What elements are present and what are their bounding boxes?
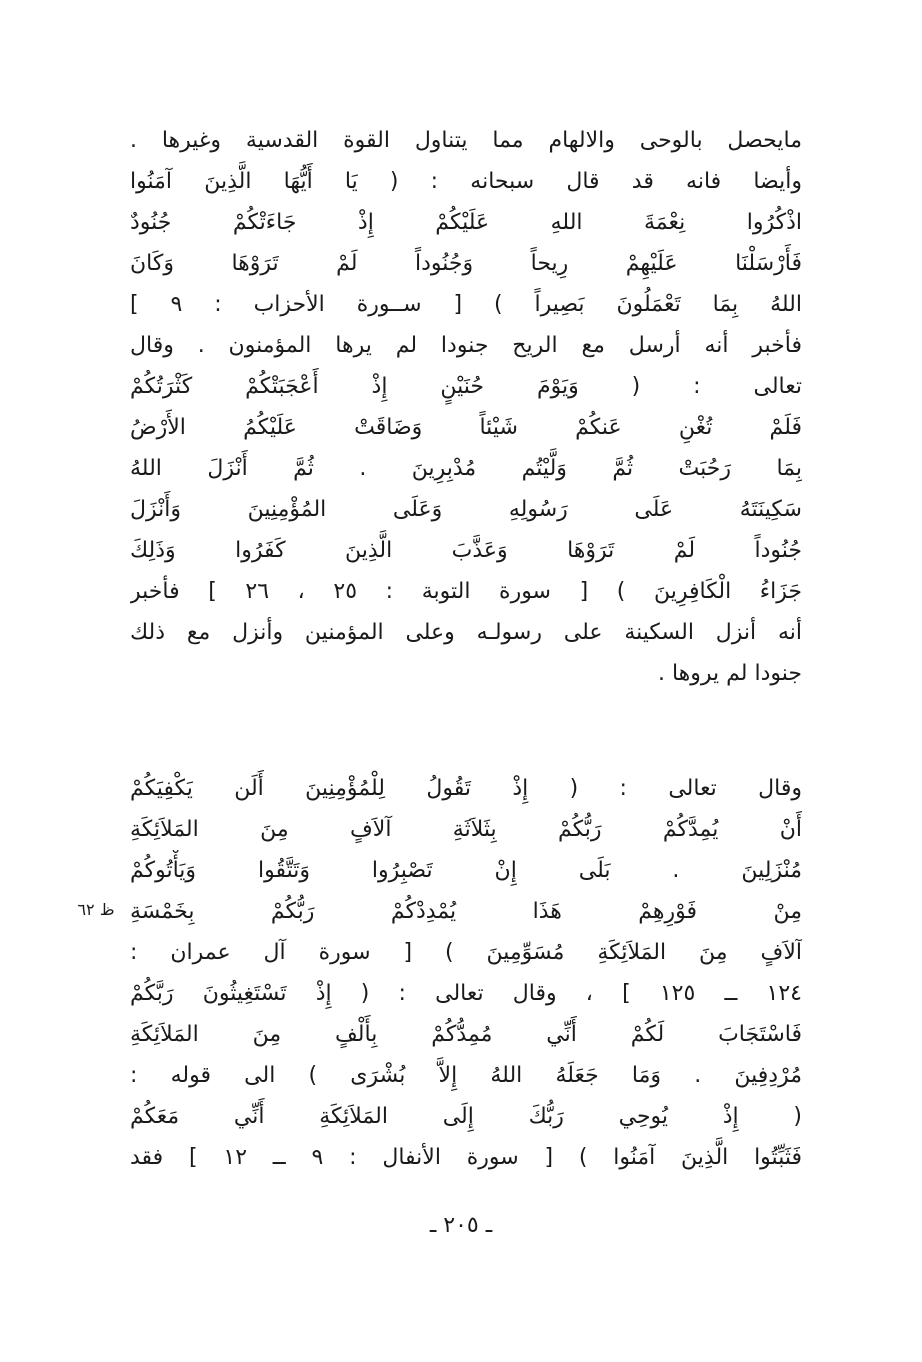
text-line: اذْكُرُوا نِعْمَةَ اللهِ عَلَيْكُمْ إِذْ جَاءَتْكُمْ جُنُودٌ (130, 210, 802, 235)
paragraph-2 (130, 768, 802, 1178)
margin-note: ظ ٦٢ (77, 900, 115, 919)
text-line: آلاَفٍ مِنَ المَلاَئِكَةِ مُسَوِّمِينَ ) [ سورة آل عمران : (130, 940, 802, 965)
text-line: فَأَرْسَلْنَا عَلَيْهِمْ رِيحاً وَجُنُوداً لَمْ تَرَوْهَا وَكَانَ (130, 251, 802, 276)
text-line: فأخبر أنه أرسل مع الريح جنودا لم يرها المؤمنون . وقال (130, 333, 802, 358)
text-line: مايحصل بالوحى والالهام مما يتناول القوة القدسية وغيرها . (130, 128, 802, 153)
text-line: ١٢٤ ــ ١٢٥ ] ، وقال تعالى : ( إِذْ تَسْتَغِيثُونَ رَبَّكُمْ (130, 981, 802, 1006)
text-line: أنه أنزل السكينة على رسولـه وعلى المؤمنين وأنزل مع ذلك (130, 620, 802, 645)
text-line: تعالى : ( وَيَوْمَ حُنَيْنٍ إِذْ أَعْجَبَتْكُمْ كَثْرَتُكُمْ (130, 374, 802, 399)
text-line: بِمَا رَحُبَتْ ثُمَّ وَلَّيْتُم مُدْبِرِينَ . ثُمَّ أَنْزَلَ اللهُ (130, 456, 802, 481)
text-line: وأيضا فانه قد قال سبحانه : ( يَا أَيُّهَا الَّذِينَ آمَنُوا (130, 169, 802, 194)
text-line: اللهُ بِمَا تَعْمَلُونَ بَصِيراً ) [ ســورة الأحزاب : ٩ ] (130, 292, 802, 317)
page-number: ـ ٢٠٥ ـ (429, 1213, 493, 1238)
text-line: فَاسْتَجَابَ لَكُمْ أَنِّي مُمِدُّكُمْ بِأَلْفٍ مِنَ المَلاَئِكَةِ (130, 1022, 802, 1047)
text-line: ( إِذْ يُوحِي رَبُّكَ إِلَى المَلاَئِكَةِ أَنِّي مَعَكُمْ (130, 1104, 802, 1129)
text-line: فَثَبِّتُوا الَّذِينَ آمَنُوا ) [ سورة الأنفال : ٩ ــ ١٢ ] فقد (130, 1145, 802, 1170)
text-line: جَزَاءُ الْكَافِرِينَ ) [ سورة التوبة : ٢٥ ، ٢٦ ] فأخبر (130, 579, 802, 604)
text-line: مُرْدِفِينَ . وَمَا جَعَلَهُ اللهُ إِلاَّ بُشْرَى ) الى قوله : (130, 1063, 802, 1088)
text-line: جُنُوداً لَمْ تَرَوْهَا وَعَذَّبَ الَّذِينَ كَفَرُوا وَذَلِكَ (130, 538, 802, 563)
text-line: مُنْزَلِينَ . بَلَى إِنْ تَصْبِرُوا وَتَتَّقُوا وَيَأْتُوكُمْ (130, 858, 802, 883)
text-line: سَكِينَتَهُ عَلَى رَسُولِهِ وَعَلَى المُؤْمِنِينَ وَأَنْزَلَ (130, 497, 802, 522)
text-line: وقال تعالى : ( إِذْ تَقُولُ لِلْمُؤْمِنِينَ أَلَن يَكْفِيَكُمْ (130, 776, 802, 801)
text-line: فَلَمْ تُغْنِ عَنكُمْ شَيْئاً وَضَاقَتْ عَلَيْكُمُ الأَرْضُ (130, 415, 802, 440)
text-line: مِنْ فَوْرِهِمْ هَذَا يُمْدِدْكُمْ رَبُّكُمْ بِخَمْسَةِ (130, 899, 802, 924)
text-line: أَنْ يُمِدَّكُمْ رَبُّكُمْ بِثَلاَثَةِ آلاَفٍ مِنَ المَلاَئِكَةِ (130, 817, 802, 842)
paragraph-1 (130, 120, 802, 694)
text-line: جنودا لم يروها . (657, 661, 802, 686)
